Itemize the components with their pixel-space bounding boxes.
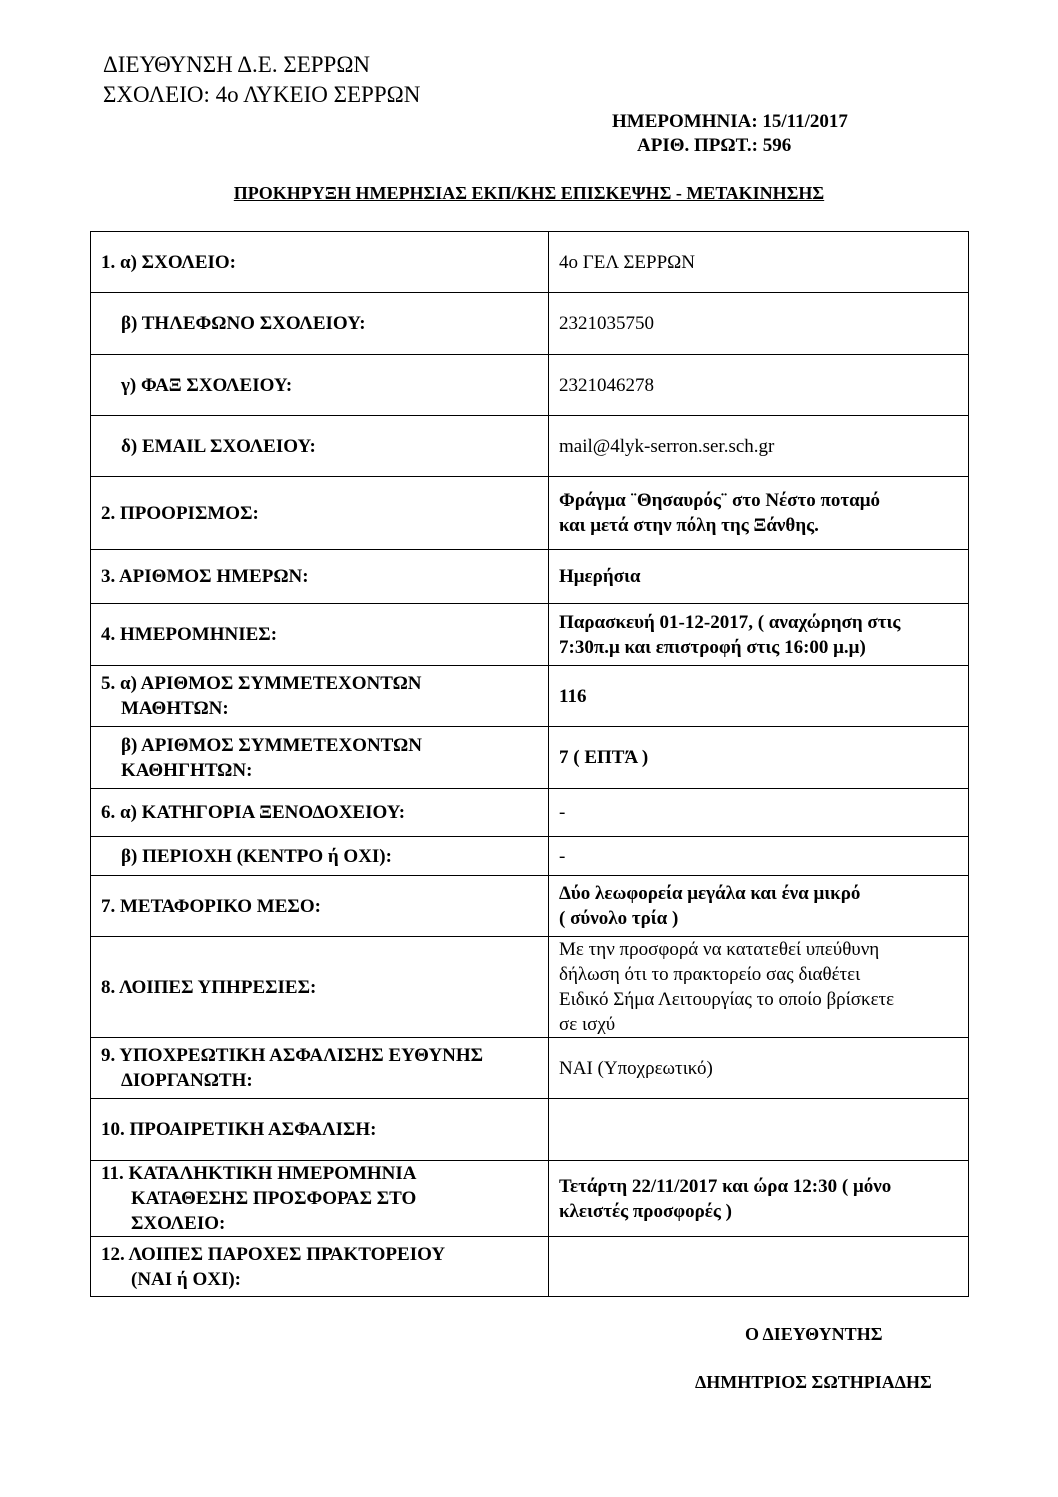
table-row [91,727,969,789]
document-date: ΗΜΕΡΟΜΗΝΙΑ: 15/11/2017 [612,111,848,132]
row-label: 7. ΜΕΤΑΦΟΡΙΚΟ ΜΕΣΟ: [91,876,549,937]
row-value: Ημερήσια [549,550,969,604]
table-row [91,293,969,355]
row-label: 10. ΠΡΟΑΙΡΕΤΙΚΗ ΑΣΦΑΛΙΣΗ: [91,1099,549,1161]
table-row [91,604,969,666]
row-value: Παρασκευή 01-12-2017, ( αναχώρηση στις 7:30π.μ και επιστροφή στις 16:00 μ.μ) [549,604,969,666]
row-value: Με την προσφορά να κατατεθεί υπεύθυνη δήλωση ότι το πρακτορείο σας διαθέτει Ειδικό Σήμα Λειτουργίας το οποίο βρίσκετε σε ισχύ [549,937,969,1038]
row-label: β) ΤΗΛΕΦΩΝΟ ΣΧΟΛΕΙΟΥ: [91,293,549,355]
row-label: 4. ΗΜΕΡΟΜΗΝΙΕΣ: [91,604,549,666]
row-value: ΝΑΙ (Υποχρεωτικό) [549,1038,969,1099]
row-value [549,1099,969,1161]
row-value: 7 ( ΕΠΤΆ ) [549,727,969,789]
row-label: γ) ΦΑΞ ΣΧΟΛΕΙΟΥ: [91,355,549,416]
row-value: - [549,837,969,876]
row-value [549,1237,969,1297]
table-row [91,1161,969,1237]
row-label: 11. ΚΑΤΑΛΗΚΤΙΚΗ ΗΜΕΡΟΜΗΝΙΑ ΚΑΤΑΘΕΣΗΣ ΠΡΟΣΦΟΡΑΣ ΣΤΟ ΣΧΟΛΕΙΟ: [91,1161,549,1237]
directorate-heading: ΔΙΕΥΘΥΝΣΗ Δ.Ε. ΣΕΡΡΩΝ [103,52,371,77]
table-row [91,666,969,727]
announcement-table [90,231,969,1297]
row-value: Δύο λεωφορεία μεγάλα και ένα μικρό ( σύνολο τρία ) [549,876,969,937]
table-row [91,550,969,604]
row-label: 6. α) ΚΑΤΗΓΟΡΙΑ ΞΕΝΟΔΟΧΕΙΟΥ: [91,789,549,837]
table-row [91,876,969,937]
signatory-name: ΔΗΜΗΤΡΙΟΣ ΣΩΤΗΡΙΑΔΗΣ [695,1372,932,1392]
row-value: 116 [549,666,969,727]
table-row [91,837,969,876]
table-row [91,355,969,416]
table-row [91,416,969,477]
row-value: mail@4lyk-serron.ser.sch.gr [549,416,969,477]
table-row [91,477,969,550]
table-row [91,232,969,293]
row-label: 2. ΠΡΟΟΡΙΣΜΟΣ: [91,477,549,550]
school-heading: ΣΧΟΛΕΙΟ: 4ο ΛΥΚΕΙΟ ΣΕΡΡΩΝ [103,82,421,107]
table-row [91,1237,969,1297]
row-value: 2321046278 [549,355,969,416]
table-row [91,1038,969,1099]
row-value: Φράγμα ¨Θησαυρός¨ στο Νέστο ποταμό και μετά στην πόλη της Ξάνθης. [549,477,969,550]
row-label: β) ΑΡΙΘΜΟΣ ΣΥΜΜΕΤΕΧΟΝΤΩΝ ΚΑΘΗΓΗΤΩΝ: [91,727,549,789]
signatory-role: Ο ΔΙΕΥΘΥΝΤΗΣ [745,1324,883,1344]
row-value: - [549,789,969,837]
row-label: δ) EMAIL ΣΧΟΛΕΙΟΥ: [91,416,549,477]
row-label: 8. ΛΟΙΠΕΣ ΥΠΗΡΕΣΙΕΣ: [91,937,549,1038]
row-label: β) ΠΕΡΙΟΧΗ (ΚΕΝΤΡΟ ή ΟΧΙ): [91,837,549,876]
table-row [91,789,969,837]
row-label: 9. ΥΠΟΧΡΕΩΤΙΚΗ ΑΣΦΑΛΙΣΗΣ ΕΥΘΥΝΗΣ ΔΙΟΡΓΑΝΩΤΗ: [91,1038,549,1099]
document-title: ΠΡΟΚΗΡΥΞΗ ΗΜΕΡΗΣΙΑΣ ΕΚΠ/ΚΗΣ ΕΠΙΣΚΕΨΗΣ - ΜΕΤΑΚΙΝΗΣΗΣ [233,183,825,203]
protocol-number: ΑΡΙΘ. ΠΡΩΤ.: 596 [637,135,792,156]
row-value: Τετάρτη 22/11/2017 και ώρα 12:30 ( μόνο κλειστές προσφορές ) [549,1161,969,1237]
table-row [91,1099,969,1161]
row-label: 1. α) ΣΧΟΛΕΙΟ: [91,232,549,293]
row-value: 4ο ΓΕΛ ΣΕΡΡΩΝ [549,232,969,293]
row-label: 5. α) ΑΡΙΘΜΟΣ ΣΥΜΜΕΤΕΧΟΝΤΩΝ ΜΑΘΗΤΩΝ: [91,666,549,727]
row-value: 2321035750 [549,293,969,355]
table-row [91,937,969,1038]
row-label: 3. ΑΡΙΘΜΟΣ ΗΜΕΡΩΝ: [91,550,549,604]
row-label: 12. ΛΟΙΠΕΣ ΠΑΡΟΧΕΣ ΠΡΑΚΤΟΡΕΙΟΥ (ΝΑΙ ή ΟΧΙ): [91,1237,549,1297]
